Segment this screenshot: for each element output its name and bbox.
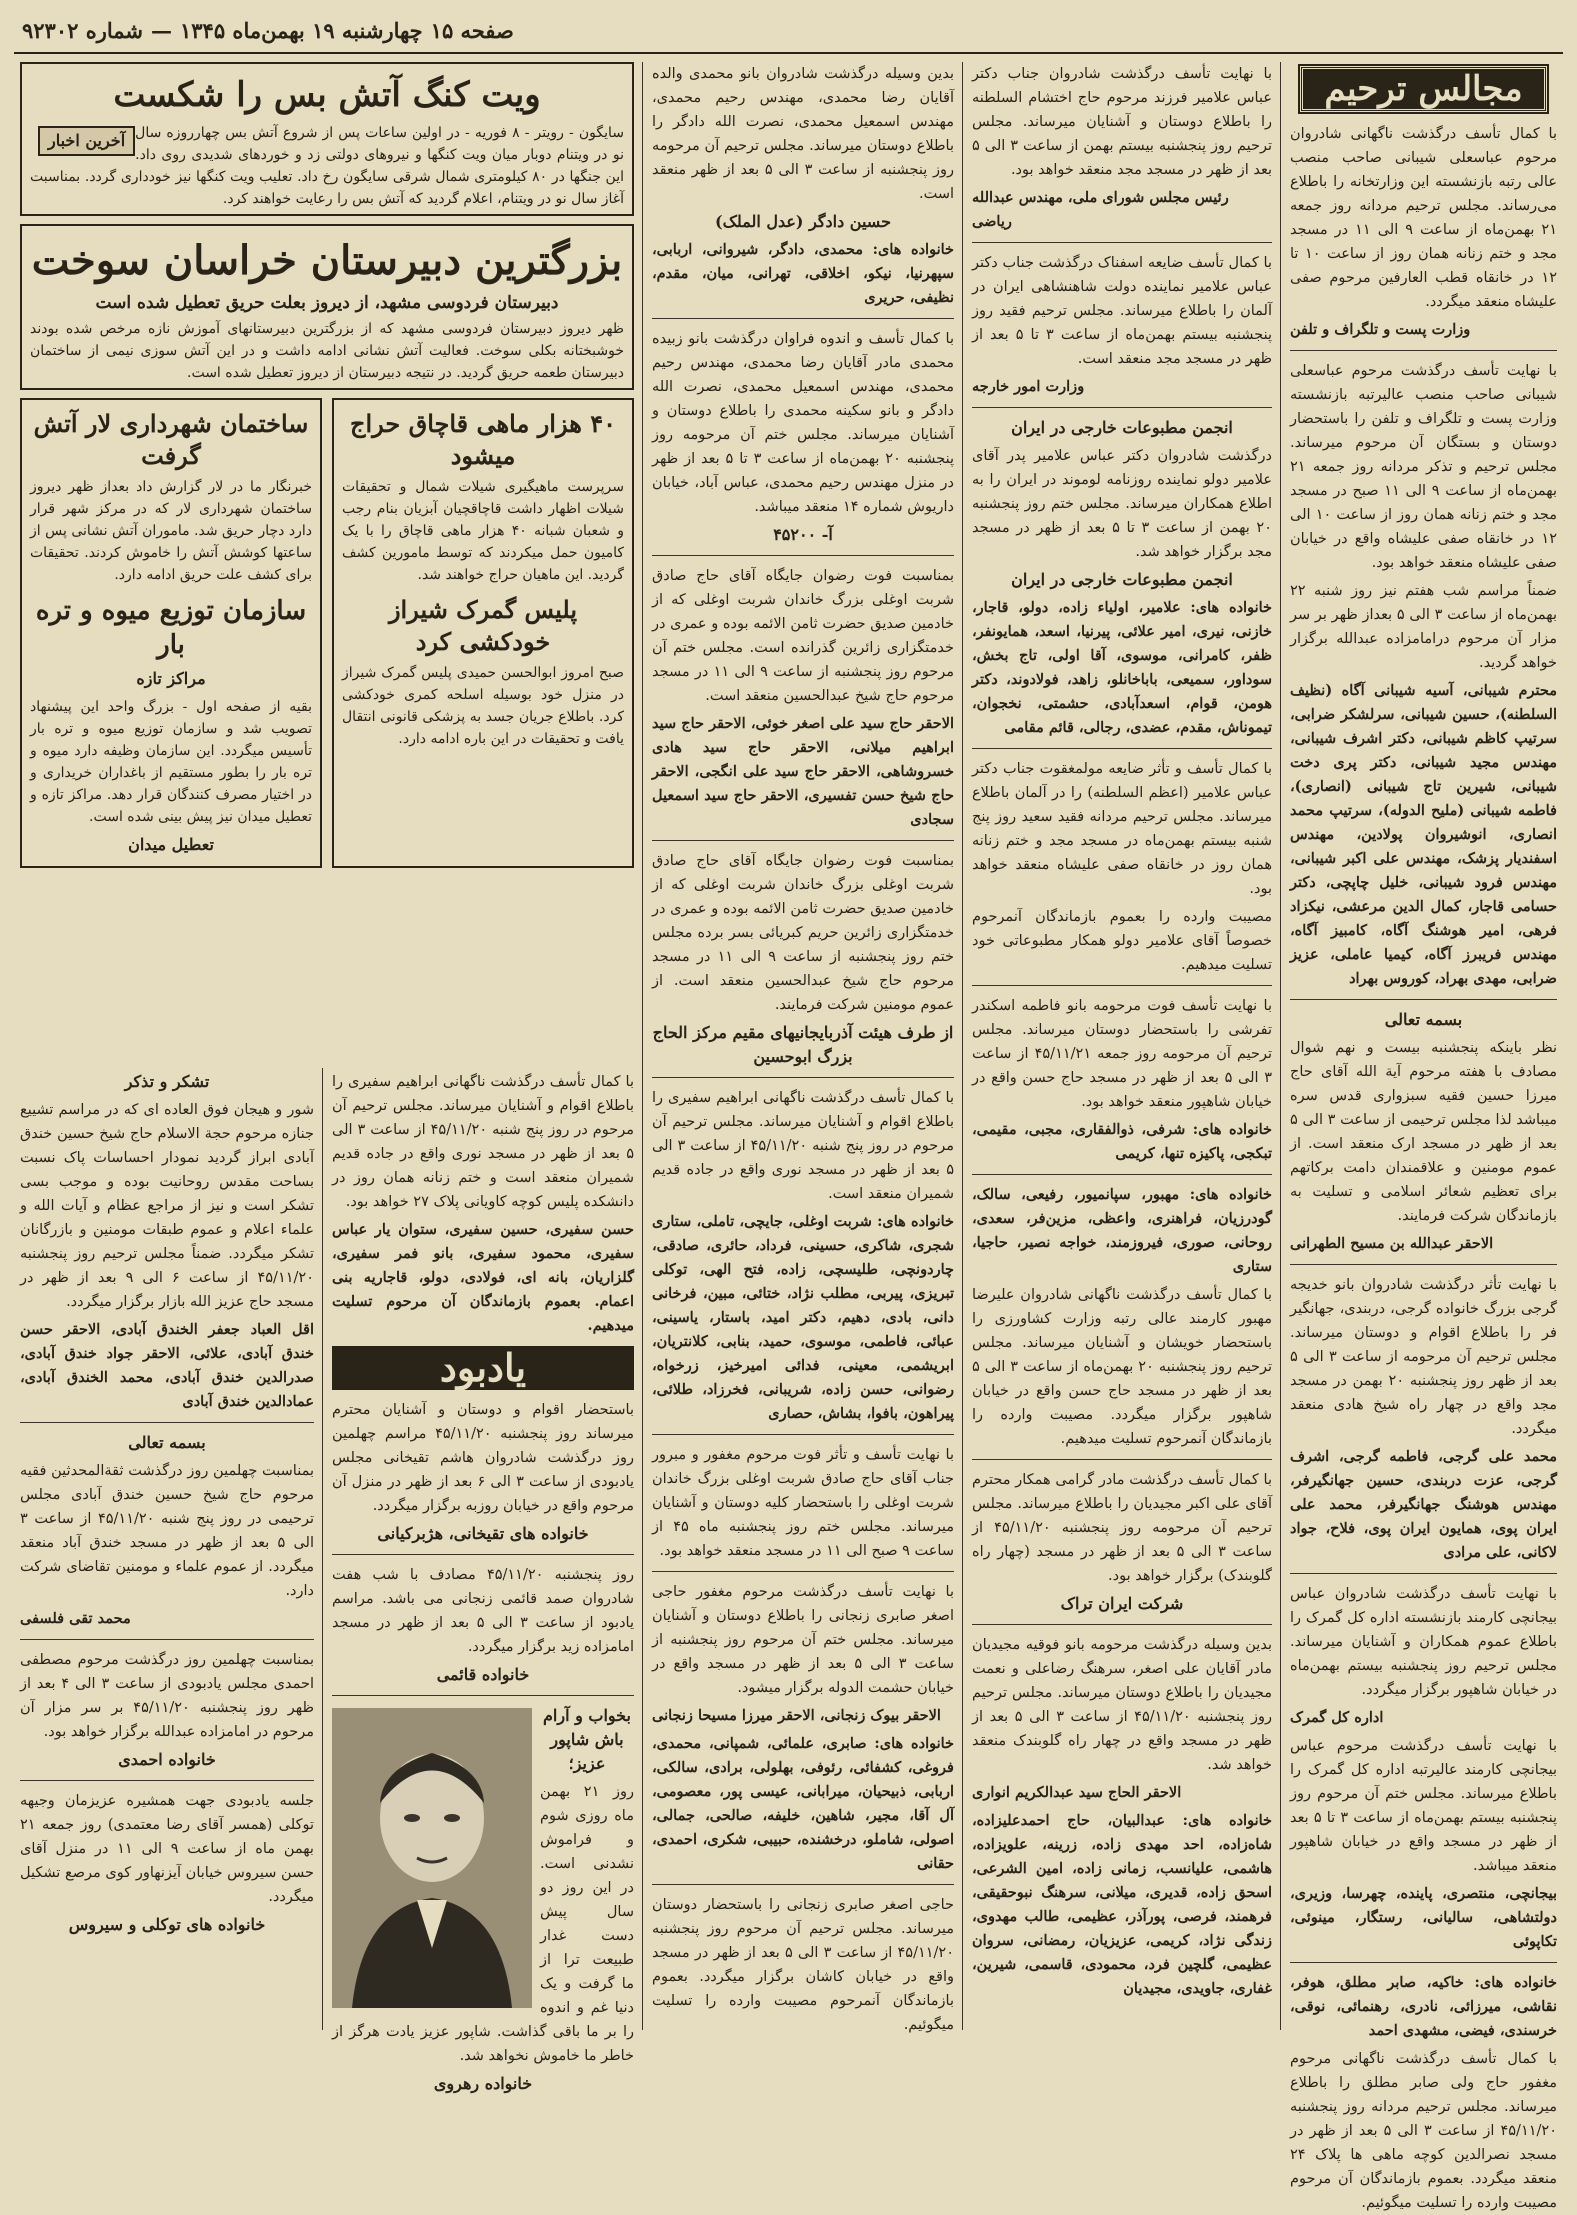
news-subheadline: دبیرستان فردوسی مشهد، از دیروز بعلت حریق تعطیل شده است	[95, 293, 559, 313]
newspaper-page	[14, 8, 1563, 2211]
notice-text: با کمال تأسف درگذشت ناگهانی شادروان علیرضا مهبور کارمند عالی رتبه وزارت کشاورزی را باستحضار خویشان و آشنایان میرساند. مجلس ترحیم روز پنجشنبه ۲۰ بهمن‌ماه از ساعت ۳ الی ۵ بعد از ظهر در مسجد حاج حسن واقع در خیابان شاهپور برگزار میگردد. مصیبت وارده را بازماندگان آنمرحوم تسلیت میدهیم.	[972, 1287, 1272, 1447]
column-condolences-2	[966, 62, 1278, 2030]
notice-signature: حسین دادگر (عدل الملک)	[715, 212, 891, 231]
notice-signature: خانواده قائمی	[436, 1665, 530, 1684]
notice-text: با نهایت تأسف درگذشت شادروان جناب دکتر عباس علامیر فرزند مرحوم حاج اختشام السلطنه را باطلاع دوستان و آشنایان میرساند. مجلس ترحیم روز پنجشنبه بیستم بهمن از ساعت ۳ الی ۵ بعد از ظهر در مسجد مجد منعقد خواهد بود.	[972, 66, 1272, 178]
notice-families: محمد علی گرجی، فاطمه گرجی، اشرف گرجی، عزت دربندی، حسین جهانگیرفر، مهندس هوشنگ جهانگیرفر، محمد علی ایران پوی، همایون ایران پوی، فلاح، جواد لاکانی، علی مرادی	[1290, 1448, 1557, 1561]
notice-text: با کمال تأسف و اندوه فراوان درگذشت بانو زبیده محمدی مادر آقایان رضا محمدی، مهندس رحیم محمدی، مهندس اسمعیل محمدی، نصرت الله دادگر و بانو سکینه محمدی را باطلاع دوستان و آشنایان میرساند. مجلس ختم آن مرحومه روز پنجشنبه ۲۰ بهمن‌ماه از ساعت ۳ تا ۵ بعد از ظهر در منزل مهندس رحیم محمدی، عباس آباد، خیابان داریوش شماره ۱۴ منعقد میباشد.	[652, 331, 954, 515]
notice-text: مصیبت وارده را بعموم بازماندگان آنمرحوم خصوصاً آقای علامیر دولو همکار مطبوعاتی خود تسلیت میدهیم.	[972, 909, 1272, 973]
column-condolences-3	[646, 62, 960, 2033]
notice-text: با کمال تأسف ضایعه اسفناک درگذشت جناب دکتر عباس علامیر نماینده دولت شاهنشاهی ایران در آلمان را باطلاع میرساند. مجلس ترحیم فقید روز پنجشنبه بیستم بهمن‌ماه از ساعت ۳ تا ۵ بعد از ظهر در مسجد مجد منعقد است.	[972, 255, 1272, 367]
news-item	[20, 224, 634, 390]
news-headline: سازمان توزیع میوه و تره بار	[35, 596, 307, 660]
notice-text: با کمال تأسف و تأثر ضایعه مولمغقوت جناب دکتر عباس علامیر (اعظم السلطنه) را در آلمان باطلاع میرساند. مجلس ترحیم مردانه فقید سعید روز پنج شنبه بیستم بهمن‌ماه در مسجد مجد و ختم زنانه همان روز در خانقاه صفی علیشاه منعقد خواهد بود.	[972, 761, 1272, 897]
notice-text: با کمال تأسف درگذشت ناگهانی شادروان مرحوم عباسعلی شیبانی صاحب منصب عالی رتبه بازنشسته این وزارتخانه را باطلاع می‌رساند. مجلس ترحیم مردانه روز جمعه ۲۱ بهمن‌ماه از ساعت ۹ الی ۱۱ در مسجد مجد و ختم زنانه همان روز از ساعت ۱۰ تا ۱۲ در خانقاه قطب العارفین مرحوم صفی علیشاه منعقد میگردد.	[1290, 126, 1557, 310]
notice-families: حسن سفیری، حسین سفیری، ستوان یار عباس سفیری، محمود سفیری، بانو فمر سفیری، گلزاریان، بانه ای، فولادی، دولو، قاجاریه بنی اعمام. بعموم بازماندگان آن مرحوم تسلیت میدهیم.	[332, 1221, 634, 1334]
notice-families: بیجانچی، منتصری، پاینده، چهرسا، وزیری، دولتشاهی، سالیانی، رستگار، مینوئی، تکاپوئی	[1290, 1885, 1557, 1950]
column-rule	[322, 1068, 323, 2030]
notice-text: با نهایت تأسف فوت مرحومه بانو فاطمه اسکندر تفرشی را باستحضار دوستان میرساند. مجلس ترحیم آن مرحومه روز جمعه ۴۵/۱۱/۲۱ از ساعت ۳ الی ۵ بعد از ظهر در مسجد حاج حسن واقع در خیابان شاهپور منعقد خواهد بود.	[972, 998, 1272, 1110]
notice-signature: الاحقر الحاج سید عبدالکریم انواری	[972, 1784, 1182, 1801]
notice-text: بمناسبت فوت رضوان جایگاه آقای حاج صادق شربت اوغلی بزرگ خاندان شربت اوغلی که از خادمین صدیق حضرت ثامن الائمه بوده و عمری در خدمتگزاری زائرین حریم کبریائی بسر برده مجلس ختم روز پنجشنبه از ساعت ۹ الی ۱۱ در مسجد مرحوم حاج شیخ عبدالحسین منعقد است. از عموم مومنین شرکت فرمایند.	[652, 853, 954, 1013]
notice-text: درگذشت شادروان دکتر عباس علامیر پدر آقای علامیر دولو نماینده روزنامه لوموند در ایران را به اطلاع همکاران میرساند. مجلس ختم روز پنجشنبه ۲۰ بهمن از ساعت ۳ تا ۵ بعد از ظهر در مسجد مجد برگزار خواهد شد.	[972, 448, 1272, 560]
notice-text: با نهایت تأسف درگذشت مرحوم مغفور حاجی اصغر صابری زنجانی را باطلاع دوستان و آشنایان میرساند. مجلس ختم آن مرحوم روز پنجشنبه از ساعت ۳ الی ۵ بعد از ظهر در مسجد واقع در خیابان حشمت الدوله برگزار میشود.	[652, 1584, 954, 1696]
yadbood-banner: یادبود	[332, 1346, 634, 1390]
notice-text: شور و هیجان فوق العاده ای که در مراسم تشییع جنازه مرحوم حجة الاسلام حاج شیخ حسین خندق آبادی ابراز گردید نمودار احساسات پاک نسبت بساحت مقدس روحانیت بوده و موجب بسی تشکر است و نیز از مراجع عظام و آیات الله و علماء اعلام و عموم طبقات مومنین و بازرگانان تشکر میگردد. ضمناً مجلس ترحیم روز پنجشنبه ۴۵/۱۱/۲۰ از ساعت ۶ الی ۹ بعد از ظهر در مسجد حاج عزیز الله بازار برگزار میگردد.	[20, 1102, 314, 1310]
news-text: صبح امروز ابوالحسن حمیدی پلیس گمرک شیراز در منزل خود بوسیله اسلحه کمری خودکشی کرد. باطلاع جریان جسد به پزشکی قانونی انتقال یافت و تحقیقات در این باره ادامه دارد.	[342, 665, 624, 747]
notice-families: خانواده های: مهبور، سپانمیور، رفیعی، سالک، گودرزیان، فراهنری، واعظی، مزین‌فر، سعدی، روحانی، صوری، فیروزمند، خواجه نصیر، حاجیا، ستاری	[972, 1186, 1272, 1275]
notice-families: خانواده های: صابری، علمائی، شمپانی، محمدی، فروغی، کشفائی، رئوفی، بهلولی، برادی، سالکی، اربابی، ذبیحیان، میرابانی، عیسی پور، معصومی، آل آقا، مجیر، شاهین، خلیفه، صالحی، جمالی، اصولی، شاملو، درخشنده، حبیبی، شکری، احمدی، حقانی	[652, 1735, 954, 1872]
news-item	[20, 62, 634, 216]
notice-text: جلسه یادبودی جهت همشیره عزیزمان وجیهه توکلی (همسر آقای رضا معتمدی) روز جمعه ۲۱ بهمن ماه از ساعت ۹ الی ۱۱ در منزل آقای حسن سیروس خیابان آیزنهاور کوی مرصع تشکیل میگردد.	[20, 1793, 314, 1905]
notice-text: با کمال تأسف درگذشت ناگهانی ابراهیم سفیری را باطلاع اقوام و آشنایان میرساند. مجلس ترحیم آن مرحوم در روز پنج شنبه ۴۵/۱۱/۲۰ از ساعت ۳ الی ۵ بعد از ظهر در مسجد نوری واقع در جاده قدیم شمیران منعقد است.	[652, 1090, 954, 1202]
notice-text: بمناسبت چهلمین روز درگذشت مرحوم مصطفی احمدی مجلس یادبودی از ساعت ۳ الی ۴ بعد از ظهر روز پنجشنبه ۴۵/۱۱/۲۰ بر سر مزار آن مرحوم در امامزاده عبدالله برگزار خواهد بود.	[20, 1652, 314, 1740]
column-condolences-4	[14, 1070, 320, 2030]
news-section	[14, 62, 640, 1112]
portrait-photo	[332, 1708, 532, 2008]
notice-text: روز ۲۱ بهمن ماه روزی شوم و فراموش نشدنی است. در این روز دو سال پیش دست غدار طبیعت ترا از ما گرفت و یک دنیا غم و اندوه را بر ما باقی گذاشت. شاپور عزیز یادت هرگز از خاطر ما خاموش نخواهد شد.	[332, 1784, 634, 2064]
notice-signature: شرکت ایران تراک	[1060, 1594, 1184, 1613]
notice-text: با نهایت تأسف و تأثر فوت مرحوم مغفور و مبرور جناب آقای حاج صادق شربت اوغلی بزرگ خاندان شربت اوغلی را باستحضار کلیه دوستان و آشنایان میرساند. مجلس ختم روز پنجشنبه ماه ۴۵ از ساعت ۹ صبح الی ۱۱ در مسجد منعقد خواهد بود.	[652, 1447, 955, 1559]
notice-signature: خانواده رهروی	[433, 2074, 533, 2093]
news-item	[332, 398, 634, 868]
notice-text: بدین وسیله درگذشت شادروان بانو محمدی والده آقایان رضا محمدی، مهندس رحیم محمدی، مهندس اسمعیل محمدی، نصرت الله دادگر را باطلاع دوستان میرساند. مجلس ترحیم آن مرحومه روز پنجشنبه از ساعت ۳ الی ۵ بعد از ظهر منعقد است.	[652, 66, 954, 202]
column-rule	[1280, 62, 1281, 2030]
news-headline: بزرگترین دبیرستان خراسان سوخت	[31, 237, 623, 284]
news-headline: ۴۰ هزار ماهی قاچاق حراج میشود	[350, 409, 616, 470]
notice-text: با نهایت تأسف درگذشت شادروان عباس بیجانچی کارمند بازنشسته اداره کل گمرک را باطلاع عموم همکاران و آشنایان میرساند. مجلس ترحیم روز پنجشنبه بیستم بهمن‌ماه در خیابان شاهپور برگزار میگردد.	[1290, 1586, 1557, 1698]
section-title: مجالس ترحیم	[1300, 66, 1547, 112]
news-text: ظهر دیروز دبیرستان فردوسی مشهد که از بزرگترین دبیرستانهای آموزش نازه مرخص شده بودند خوشبختانه بکلی سوخت. فعالیت آتش نشانی ادامه داشت و در این آتش سوزی نیمی از ساختمان دبیرستان طعمه حریق گردید. در نتیجه دبیرستان از دیروز تعطیل شده است.	[30, 321, 624, 381]
latest-news-badge: آخرین اخبار	[38, 126, 135, 156]
notice-text: بمناسبت فوت رضوان جایگاه آقای حاج صادق شربت اوغلی بزرگ خاندان شربت اوغلی که از خادمین صدیق حضرت ثامن الائمه بوده و عمری در خدمتگزاری زائرین گذرانده است. مجلس ختم آن مرحوم روز پنجشنبه از ساعت ۹ الی ۱۱ در مسجد مرحوم حاج شیخ عبدالحسین منعقد است.	[652, 568, 954, 704]
notice-signature: الاحقر بیوک زنجانی، الاحقر میرزا مسیحا زنجانی	[652, 1707, 941, 1724]
notice-heading: بسمه تعالی	[1384, 1010, 1463, 1029]
column-condolences-1	[1284, 62, 1563, 2211]
notice-signature: محمد تقی فلسفی	[20, 1610, 131, 1627]
notice-signature: وزارت پست و تلگراف و تلفن	[1290, 321, 1471, 338]
page-header: صفحه ۱۵ چهارشنبه ۱۹ بهمن‌ماه ۱۳۴۵ — شماره ۹۲۳۰۲	[14, 8, 1563, 54]
news-subheadline: تعطیل میدان	[128, 835, 214, 854]
notice-families: خانواده های: محمدی، دادگر، شیروانی، اربابی، سپهرنیا، نیکو، اخلاقی، تهرانی، میان، مقدم، نظیفی، حریری	[652, 241, 954, 306]
notice-text: با کمال تأسف درگذشت ناگهانی مرحوم مغفور حاج ولی صابر مطلق را باطلاع میرساند. مجلس ترحیم مردانه روز پنجشنبه ۴۵/۱۱/۲۰ از ساعت ۳ الی ۵ بعد از ظهر در مسجد نصرالدین کوچه ماهی ها پلاک ۲۴ منعقد میگردد. بعموم بازماندگان آن مرحوم مصیبت وارده را تسلیت میگوئیم.	[1290, 2051, 1557, 2211]
notice-text: روز پنجشنبه ۴۵/۱۱/۲۰ مصادف با شب هفت شادروان صمد قائمی زنجانی می باشد. مراسم یادبود از ساعت ۳ الی ۵ بعد از ظهر در مسجد امامزاده زید برگزار میگردد.	[332, 1567, 634, 1655]
notice-signature: اداره کل گمرک	[1290, 1709, 1384, 1726]
notice-text: با نهایت تأسف درگذشت مرحوم عباس بیجانچی کارمند عالیرتبه اداره کل گمرک را باطلاع میرساند. مجلس ختم آن مرحوم روز پنجشنبه بیستم بهمن‌ماه از ساعت ۳ تا ۵ بعد از ظهر در مسجد واقع در خیابان شاهپور منعقد میباشد.	[1290, 1738, 1557, 1874]
notice-families: خانواده های: شرفی، ذوالفقاری، مجبی، مقیمی، تبکجی، پاکیزه تنها، کریمی	[972, 1121, 1272, 1162]
notice-signature: وزارت امور خارجه	[972, 378, 1085, 395]
notice-signature: خانواده های توکلی و سیروس	[68, 1915, 266, 1934]
notice-signature: انجمن مطبوعات خارجی در ایران	[1011, 570, 1233, 589]
notice-signatures: اقل العباد جعفر الخندق آبادی، الاحقر حسن خندق آبادی، علائی، الاحقر جواد خندق آبادی، صدرالدین خندق آبادی، محمد الخندق آبادی، عمادالدین خندق آبادی	[20, 1321, 314, 1410]
news-subheadline: مراکز تازه	[136, 669, 206, 688]
column-rule	[962, 62, 963, 2030]
news-text: خبرنگار ما در لار گزارش داد بعداز ظهر دیروز ساختمان شهرداری لار که در مرکز شهر قرار دارد دچار حریق شد. ماموران آتش نشانی پس از ساعتها کوشش آتش را خاموش کردند. تحقیقات برای کشف علت حریق ادامه دارد.	[30, 479, 312, 583]
notice-text: باستحضار اقوام و دوستان و آشنایان محترم میرساند روز پنجشنبه ۴۵/۱۱/۲۰ مراسم چهلمین روز درگذشت شادروان هاشم تقیخانی مجلس یادبودی از ساعت ۳ الی ۶ بعد از ظهر در منزل آن مرحوم واقع در خیابان روزبه برگزار میگردد.	[332, 1402, 634, 1514]
news-text: بقیه از صفحه اول - بزرگ واحد این پیشنهاد تصویب شد و سازمان توزیع میوه و تره بار تأسیس میگردد. این سازمان وظیفه دارد میوه و تره بار را بطور مستقیم از باغداران خریداری و در اختیار مصرف کنندگان قرار دهد. مراکز تازه و تعطیل میدان نیز پیش بینی شده است.	[30, 699, 312, 825]
notice-families: محترم شیبانی، آسیه شیبانی آگاه (نظیف السلطنه)، حسین شیبانی، سرلشکر ضرابی، سرتیپ کاظم شیبانی، دکتر اشرف شیبانی، مهندس مجید شیبانی، دکتر پری دخت شیبانی، شیرین تاج شیبانی (انصاری)، فاطمه شیبانی (ملیح الدوله)، سرتیپ محمد انصاری، انوشیروان پولادین، مهندس اسفندیار پزشک، مهندس علی اکبر شیبانی، مهندس فرود شیبانی، خلیل چاپچی، دکتر حسامی قاجار، کمال الدین مرعشی، نیکزاد فرهی، امیر هوشنگ آگاه، کامبیز آگاه، مهندس فریبرز آگاه، کیمیا عاملی، عزیز ضرابی، مهدی بهراد، کوروس بهراد	[1290, 682, 1557, 987]
notice-text: بدین وسیله درگذشت مرحومه بانو فوقیه مجیدیان مادر آقایان علی اصغر، سرهنگ رضاعلی و نعمت مجیدیان را باطلاع دوستان میرساند. مجلس ترحیم روز پنجشنبه ۴۵/۱۱/۲۰ از ساعت ۳ الی ۵ بعد از ظهر در مسجد واقع در چهار راه گلوبندک منعقد خواهد شد.	[972, 1637, 1272, 1773]
notice-reference: آ- ۴۵۲۰۰	[773, 525, 833, 544]
notice-signature: رئیس مجلس شورای ملی، مهندس عبدالله ریاضی	[972, 189, 1229, 230]
notice-signatures: الاحقر حاج سید علی اصغر خوئی، الاحقر حاج سید ابراهیم میلانی، الاحقر حاج سید هادی خسروشاهی، الاحقر حاج سید علی انگجی، الاحقر حاج شیخ حسن تفسیری، الاحقر حاج سید اسمعیل سجادی	[652, 715, 954, 828]
notice-text: نظر باینکه پنجشنبه بیست و نهم شوال مصادف با هفته مرحوم آیة الله آقای حاج میرزا حسین فقیه سبزواری قدس سره میباشد لذا مجلس ترحیمی از ساعت ۳ الی ۵ بعد از ظهر در مسجد ارک منعقد است. از عموم مومنین و علاقمندان دامت برکاتهم برای تعظیم شعائر اسلامی و تسلیت به بازماندگان شرکت فرمایند.	[1290, 1040, 1557, 1224]
notice-signature: الاحقر عبدالله بن مسیح الطهرانی	[1290, 1235, 1494, 1252]
notice-text: با نهایت تأسف درگذشت مرحوم عباسعلی شیبانی صاحب منصب عالیرتبه بازنشسته وزارت پست و تلگراف و تلفن را باستحضار دوستان و بستگان آن مرحوم میرساند. مجلس ترحیم و تذکر مردانه روز جمعه ۲۱ بهمن‌ماه از ساعت ۹ الی ۱۱ صبح در مسجد مجد و ختم زنانه همان روز از ساعت ۱۰ الی ۱۲ در خانقاه صفی علیشاه واقع در خیابان صفی علیشاه منعقد خواهد بود.	[1290, 363, 1557, 571]
news-item	[20, 398, 322, 868]
notice-text: با کمال تأسف درگذشت مادر گرامی همکار محترم آقای علی اکبر مجیدیان را باطلاع میرساند. مجلس ترحیم آن مرحومه روز پنجشنبه ۴۵/۱۱/۲۰ از ساعت ۳ الی ۵ بعد از ظهر در مسجد (چهار راه گلوبندک) برگزار خواهد بود.	[972, 1472, 1273, 1584]
notice-text: بمناسبت چهلمین روز درگذشت ثقةالمحدثین فقیه مرحوم حاج شیخ حسین خندق آبادی مجلس ترحیمی در روز پنج شنبه ۴۵/۱۱/۲۰ از ساعت ۳ الی ۵ بعد از ظهر در مسجد خندق آباد منعقد میگردد. از عموم علماء و مومنین تقاضای شرکت دارد.	[20, 1463, 314, 1599]
notice-signature: خانواده احمدی	[118, 1750, 216, 1769]
notice-families: خانواده های: عبدالبیان، حاج احمدعلیزاده، شاه‌زاده، احد مهدی زاده، زرینه، علویزاده، هاشمی، علیانسب، زمانی زاده، امین الشرعی، اسحق زاده، قدیری، میلانی، سرهنگ نبوحقیقی، فرهمند، فرصی، پورآذر، عظیمی، طالب مهدوی، زندگی نژاد، کریمی، عزیزیان، رمضانی، سروان عظیمی، گلچین فرد، محمودی، قاسمی، شیرین، غفاری، جاویدی، مجیدیان	[972, 1812, 1272, 1997]
news-headline: پلیس گمرک شیراز خودکشی کرد	[388, 595, 578, 656]
news-headline: ویت کنگ آتش بس را شکست	[113, 75, 541, 115]
column-rule	[642, 62, 643, 2030]
page-number: صفحه ۱۵	[430, 17, 514, 43]
notice-signature: خانواده های تقیخانی، هژبرکیانی	[377, 1524, 589, 1543]
notice-text: با کمال تأسف درگذشت ناگهانی ابراهیم سفیری را باطلاع اقوام و آشنایان میرساند. مجلس ترحیم آن مرحوم در روز پنج شنبه ۴۵/۱۱/۲۰ از ساعت ۳ الی ۵ بعد از ظهر در مسجد نوری واقع در جاده قدیم شمیران منعقد است و ختم زنانه همان روز در دانشکده پلیس کوچه کاویانی پلاک ۲۷ خواهد بود.	[332, 1074, 634, 1210]
notice-text: حاجی اصغر صابری زنجانی را باستحضار دوستان میرساند. مجلس ترحیم آن مرحوم روز پنجشنبه ۴۵/۱۱/۲۰ از ساعت ۳ الی ۵ بعد از ظهر در مسجد واقع در خیابان کاشان برگزار میگردد. بعموم بازماندگان آنمرحوم مصیبت وارده را تسلیت میگوئیم.	[652, 1897, 954, 2033]
notice-heading: بخواب و آرام باش شاپور عزیز؛	[543, 1706, 631, 1773]
notice-families: خانواده های: خاکیه، صابر مطلق، هوفر، نقاشی، میرزائی، نادری، رهنمائی، نوقی، خرسندی، فیضی، مشهدی احمد	[1290, 1974, 1557, 2039]
notice-signature: از طرف هیئت آذربایجانیهای مقیم مرکز الحاج بزرگ ابوحسین	[652, 1023, 954, 1066]
notice-text: ضمناً مراسم شب هفتم نیز روز شنبه ۲۲ بهمن‌ماه از ساعت ۳ الی ۵ بعداز ظهر بر سر مزار آن مرحوم درامامزاده عبدالله برگزار خواهد گردید.	[1290, 583, 1557, 671]
news-headline: ساختمان شهرداری لار آتش گرفت	[33, 409, 309, 470]
issue-number: شماره ۹۲۳۰۲	[22, 17, 143, 43]
news-text: سایگون - رویتر - ۸ فوریه - در اولین ساعات پس از شروع آتش بس چهارروزه سال نو در ویتنام دوبار میان ویت کنگها و نیروهای دولتی زد و خوردهای شدیدی روی داد. این جنگها در ۸۰ کیلومتری شمال شرقی سایگون رخ داد. تعلیب ویت کنگها نیز خودداری گردد. بمناسبت آغاز سال نو در ویتنام، اعلام گردید که آتش بس را رعایت خواهند کرد.	[30, 125, 624, 207]
column-condolences-5	[326, 1070, 640, 2093]
notice-families: خانواده های: شربت اوغلی، جایچی، تاملی، ستاری شجری، شاکری، حسینی، فرداد، حائری، صادقی، چاردونچی، طلیسچی، زاده، فتح الهی، توکلی تبریزی، پیربی، مطلب نژاد، ختائی، مبین، فرخانی دانی، بادی، دهیم، دکتر امید، باستار، یاسینی، عبائی، فاطمی، موسوی، حمید، بنابی، کلانتریان، ابریشمی، معینی، فدائی امیرخیز، زرخواه، رضوانی، حسن زاده، شریبانی، فخرزاد، طلائی، پیراهون، بافوا، بشاش، حصاری	[652, 1213, 954, 1422]
notice-text: با نهایت تأثر درگذشت شادروان بانو خدیجه گرجی بزرگ خانواده گرجی، دربندی، جهانگیر فر را باطلاع اقوام و دوستان میرساند. مجلس ترحیم آن مرحومه از ساعت ۳ الی ۵ بعد از ظهر روز پنجشنبه ۲۰ بهمن در مسجد مجد واقع در چهار راه شیخ هادی منعقد میگردد.	[1290, 1277, 1557, 1437]
news-text: سرپرست ماهیگیری شیلات شمال و تحقیقات شیلات اظهار داشت قاچاقچیان آبزیان بنام رجب و شعبان شبانه ۴۰ هزار ماهی قاچاق را با یک کامیون حمل میکردند که توسط مامورین کشف گردید. این ماهیان حراج خواهند شد.	[342, 479, 624, 583]
notice-heading: تشکر و تذکر	[124, 1072, 210, 1091]
page-date: چهارشنبه ۱۹ بهمن‌ماه ۱۳۴۵	[180, 17, 423, 43]
notice-heading: انجمن مطبوعات خارجی در ایران	[1011, 418, 1233, 437]
notice-families: خانواده های: علامیر، اولیاء زاده، دولو، قاجار، خازنی، نیری، امیر علائی، پیرنیا، اسعد، همایونفر، ظفر، کامرانی، موسوی، آقا اولی، تاج بخش، سوداور، سمیعی، باباخانلو، زاهد، فولادوند، دکتر هومن، قوام، اسعدآبادی، حشمتی، نخجوان، تیموناش، مقدم، عضدی، رجالی، قائم مقامی	[972, 599, 1272, 736]
notice-heading: بسمه تعالی	[128, 1433, 206, 1452]
